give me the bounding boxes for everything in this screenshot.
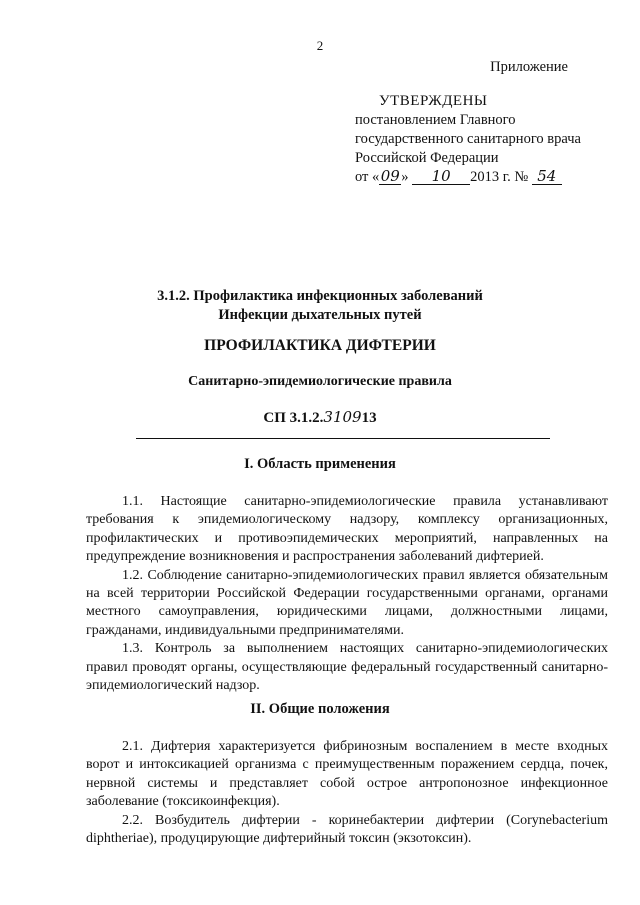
rules-code-prefix: СП 3.1.2. xyxy=(263,410,324,426)
section-1-heading: I. Область применения xyxy=(244,456,396,472)
section-code: 3.1.2. Профилактика инфекционных заболеваний xyxy=(157,288,483,304)
rules-code xyxy=(0,408,640,427)
divider xyxy=(136,438,550,439)
main-title: ПРОФИЛАКТИКА ДИФТЕРИИ xyxy=(204,337,436,354)
section-2-body xyxy=(86,738,608,848)
date-month-handwritten: 10 xyxy=(412,169,470,185)
approval-line-3: Российской Федерации xyxy=(355,150,499,166)
appendix-label: Приложение xyxy=(490,59,568,75)
subtitle: Санитарно-эпидемиологические правила xyxy=(188,374,452,389)
decree-number-handwritten: 54 xyxy=(532,169,562,185)
section-2-heading: II. Общие положения xyxy=(250,701,390,717)
subsection-title: Инфекции дыхательных путей xyxy=(218,307,422,323)
approval-line-1: постановлением Главного xyxy=(355,112,516,128)
paragraph-1-3: 1.3. Контроль за выполнением настоящих санитарно-эпидемиологических правил проводят органы, осуществляющие федеральный государственный санитарно-эпидемиологический надзор. xyxy=(86,641,608,694)
paragraph-2-2: 2.2. Возбудитель дифтерии - коринебактерии дифтерии (Corynebacterium diphtheriae), продуцирующие дифтерийный токсин (экзотоксин). xyxy=(86,812,608,847)
section-1-body xyxy=(86,493,608,695)
date-year-suffix: 2013 г. № xyxy=(470,169,529,185)
paragraph-1-1: 1.1. Настоящие санитарно-эпидемиологические правила устанавливают требования к эпидемиологическому надзору, комплексу организационных, профилактических и противоэпидемических мероприятий, направленных на предупреждение возникновения и распространения заболеваний дифтерией. xyxy=(86,494,608,565)
date-day-handwritten: 09 xyxy=(380,167,400,185)
date-prefix: от « xyxy=(355,169,380,185)
approval-line-2: государственного санитарного врача xyxy=(355,131,581,147)
approval-block xyxy=(355,92,615,187)
paragraph-2-1: 2.1. Дифтерия характеризуется фибринозным воспалением в месте входных ворот и интоксикацией организма с преимущественным поражением сердца, почек, нервной системы и представляет собой острое антропонозное инфекционное заболевание (токсикоинфекция). xyxy=(86,739,608,810)
section-code-title xyxy=(0,287,640,325)
rules-code-suffix: 13 xyxy=(361,410,377,426)
approval-date-line xyxy=(355,168,615,187)
date-day-suffix: » xyxy=(401,169,409,185)
approval-heading: УТВЕРЖДЕНЫ xyxy=(379,93,488,109)
paragraph-1-2: 1.2. Соблюдение санитарно-эпидемиологических правил является обязательным на всей территории Российской Федерации государственными органами, органами местного самоуправления, юридическими лицами, должностными лицами, гражданами, индивидуальными предпринимателями. xyxy=(86,567,608,638)
page-number: 2 xyxy=(316,38,324,53)
rules-code-handwritten: 3109 xyxy=(323,408,362,426)
